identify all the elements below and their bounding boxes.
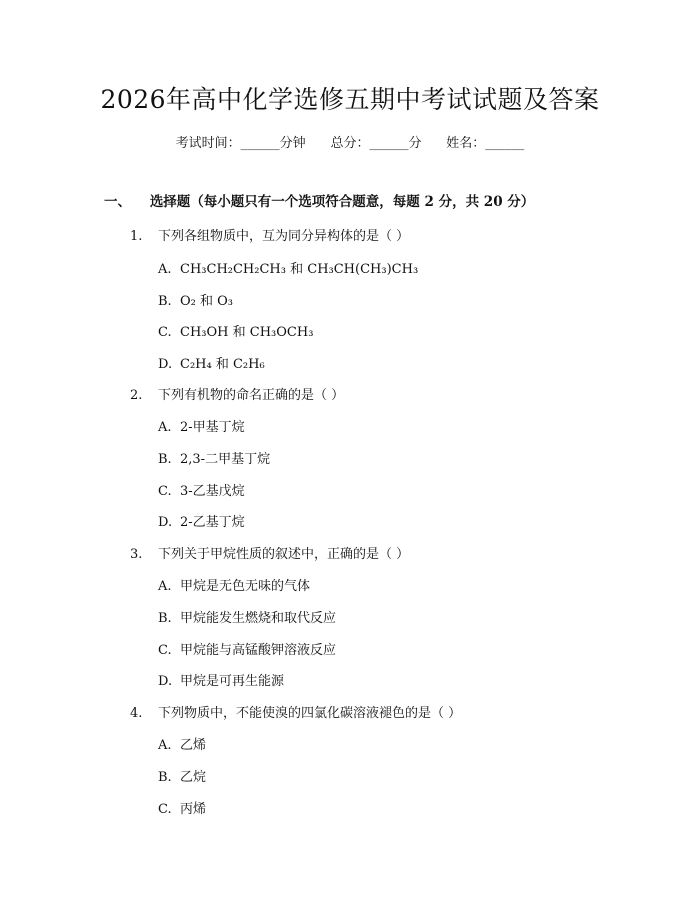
- option-label: C.: [158, 325, 172, 340]
- q2-option-a: [158, 416, 245, 435]
- option-label: C.: [158, 802, 172, 817]
- q1-option-c: [158, 321, 313, 340]
- question-number: 4.: [130, 706, 143, 721]
- option-label: C.: [158, 484, 172, 499]
- option-label: B.: [158, 294, 172, 309]
- section-heading: [104, 190, 534, 210]
- option-text: C₂H₄ 和 C₂H₆: [180, 357, 265, 372]
- option-text: 甲烷能发生燃烧和取代反应: [180, 611, 337, 626]
- question-text: 下列有机物的命名正确的是（ ）: [158, 388, 345, 403]
- option-text: 甲烷是无色无味的气体: [180, 579, 311, 594]
- q3-option-c: [158, 639, 336, 658]
- option-text: 2-乙基丁烷: [180, 515, 245, 530]
- question-1: [130, 225, 409, 244]
- option-label: A.: [158, 738, 172, 753]
- option-text: 乙烷: [180, 770, 207, 785]
- question-4: [130, 702, 461, 721]
- q4-option-c: [158, 798, 206, 817]
- option-text: 甲烷是可再生能源: [180, 674, 285, 689]
- option-label: D.: [158, 674, 173, 689]
- option-text: 3-乙基戊烷: [180, 484, 245, 499]
- q4-option-b: [158, 766, 206, 785]
- question-2: [130, 384, 344, 403]
- option-label: D.: [158, 515, 173, 530]
- q2-option-c: [158, 480, 245, 499]
- option-text: O₂ 和 O₃: [180, 294, 234, 309]
- q3-option-b: [158, 607, 336, 626]
- q3-option-a: [158, 575, 310, 594]
- option-text: 丙烯: [180, 802, 207, 817]
- option-label: B.: [158, 452, 172, 467]
- option-text: CH₃OH 和 CH₃OCH₃: [180, 325, 314, 340]
- q4-option-a: [158, 734, 206, 753]
- q1-option-d: [158, 353, 265, 372]
- question-number: 2.: [130, 388, 143, 403]
- exam-time: 考试时间：______分钟: [175, 136, 306, 151]
- q1-option-b: [158, 290, 233, 309]
- option-text: 2,3-二甲基丁烷: [180, 452, 271, 467]
- page-title: 2026年高中化学选修五期中考试试题及答案: [100, 85, 600, 114]
- q2-option-d: [158, 511, 245, 530]
- option-text: 甲烷能与高锰酸钾溶液反应: [180, 643, 337, 658]
- q1-option-a: [158, 258, 418, 277]
- question-text: 下列各组物质中，互为同分异构体的是（ ）: [158, 229, 410, 244]
- section-number: 一、: [104, 194, 131, 210]
- question-text: 下列物质中，不能使溴的四氯化碳溶液褪色的是（ ）: [158, 706, 462, 721]
- option-label: A.: [158, 262, 172, 277]
- student-name: 姓名：______: [446, 136, 525, 151]
- section-title: 选择题（每小题只有一个选项符合题意，每题 2 分，共 20 分）: [149, 194, 535, 210]
- question-3: [130, 543, 409, 562]
- option-label: A.: [158, 579, 172, 594]
- question-number: 3.: [130, 547, 143, 562]
- option-text: CH₃CH₂CH₂CH₃ 和 CH₃CH(CH₃)CH₃: [180, 262, 419, 277]
- option-text: 2-甲基丁烷: [180, 420, 245, 435]
- option-label: B.: [158, 770, 172, 785]
- option-label: B.: [158, 611, 172, 626]
- q3-option-d: [158, 670, 284, 689]
- option-label: C.: [158, 643, 172, 658]
- question-number: 1.: [130, 229, 143, 244]
- question-text: 下列关于甲烷性质的叙述中，正确的是（ ）: [158, 547, 410, 562]
- option-label: D.: [158, 357, 173, 372]
- q2-option-b: [158, 448, 270, 467]
- exam-meta: [0, 132, 700, 151]
- option-label: A.: [158, 420, 172, 435]
- option-text: 乙烯: [180, 738, 207, 753]
- total-score: 总分：______分: [330, 136, 422, 151]
